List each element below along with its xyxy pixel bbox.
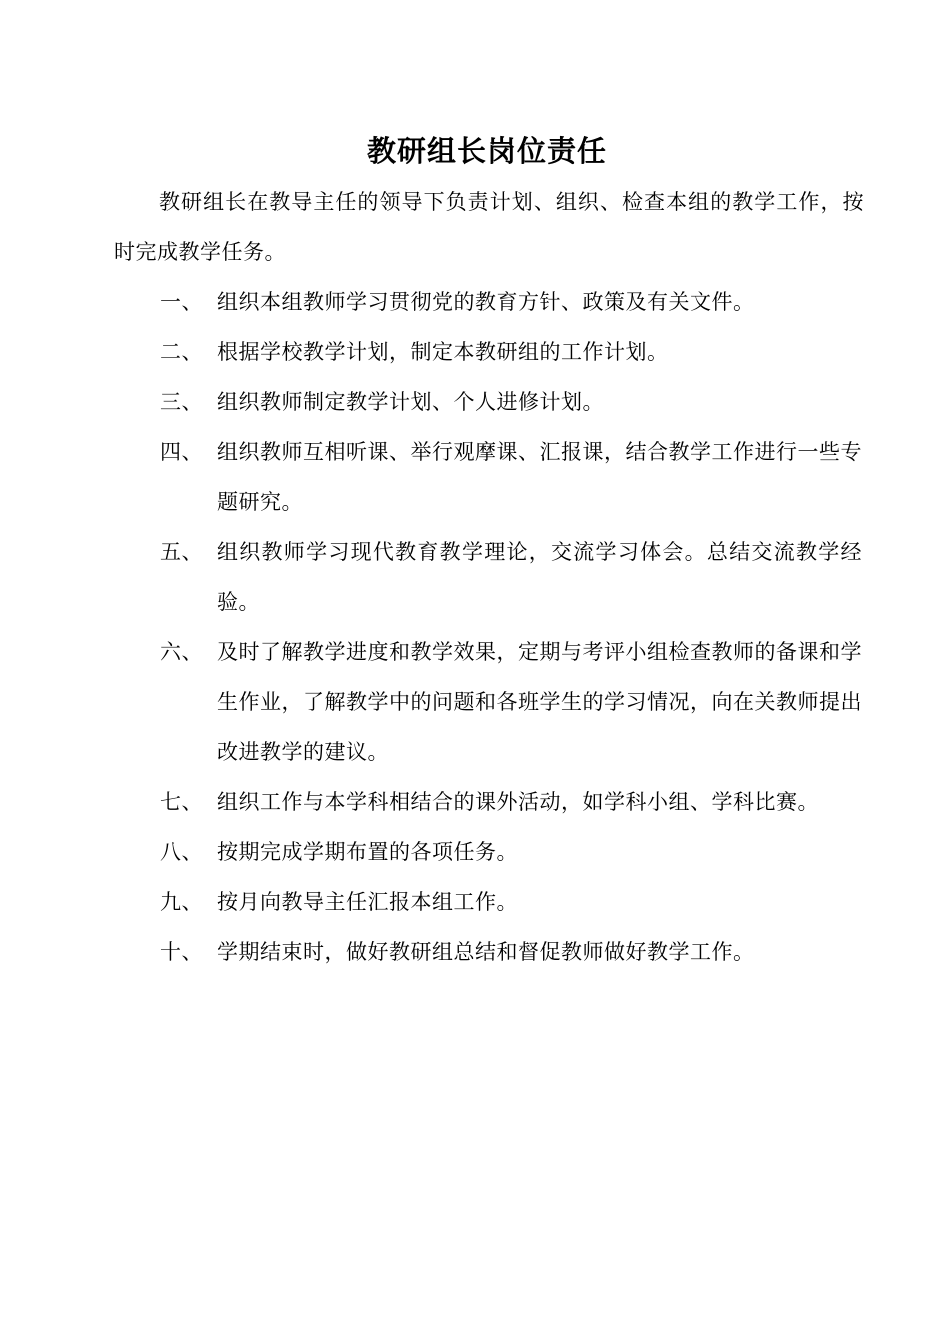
item-number: 七、 [160, 790, 203, 814]
list-item [160, 777, 862, 827]
item-number: 六、 [160, 640, 203, 664]
item-number: 五、 [160, 540, 203, 564]
item-number: 三、 [160, 390, 203, 414]
list-item [160, 877, 862, 927]
list-item [160, 827, 862, 877]
list-item [160, 377, 862, 427]
item-number: 四、 [160, 440, 203, 464]
item-text: 按月向教导主任汇报本组工作。 [217, 890, 518, 914]
item-text: 及时了解教学进度和教学效果，定期与考评小组检查教师的备课和学生作业，了解教学中的问题和各班学生的学习情况，向在关教师提出改进教学的建议。 [217, 640, 862, 764]
list-item [160, 427, 862, 527]
document-title: 教研组长岗位责任 [366, 134, 607, 168]
responsibility-list [160, 277, 862, 977]
intro-paragraph: 教研组长在教导主任的领导下负责计划、组织、检查本组的教学工作，按时完成教学任务。 [114, 190, 864, 264]
item-text: 学期结束时，做好教研组总结和督促教师做好教学工作。 [217, 940, 755, 964]
item-number: 二、 [160, 340, 203, 364]
item-text: 按期完成学期布置的各项任务。 [217, 840, 518, 864]
item-number: 一、 [160, 290, 203, 314]
item-text: 根据学校教学计划，制定本教研组的工作计划。 [217, 340, 669, 364]
item-text: 组织教师制定教学计划、个人进修计划。 [217, 390, 604, 414]
list-item [160, 277, 862, 327]
list-item [160, 927, 862, 977]
item-text: 组织教师学习现代教育教学理论，交流学习体会。总结交流教学经验。 [217, 540, 862, 614]
list-item [160, 327, 862, 377]
item-number: 八、 [160, 840, 203, 864]
list-item [160, 627, 862, 777]
item-number: 十、 [160, 940, 203, 964]
list-item [160, 527, 862, 627]
item-text: 组织教师互相听课、举行观摩课、汇报课，结合教学工作进行一些专题研究。 [217, 440, 862, 514]
item-number: 九、 [160, 890, 203, 914]
item-text: 组织工作与本学科相结合的课外活动，如学科小组、学科比赛。 [217, 790, 819, 814]
item-text: 组织本组教师学习贯彻党的教育方针、政策及有关文件。 [217, 290, 755, 314]
